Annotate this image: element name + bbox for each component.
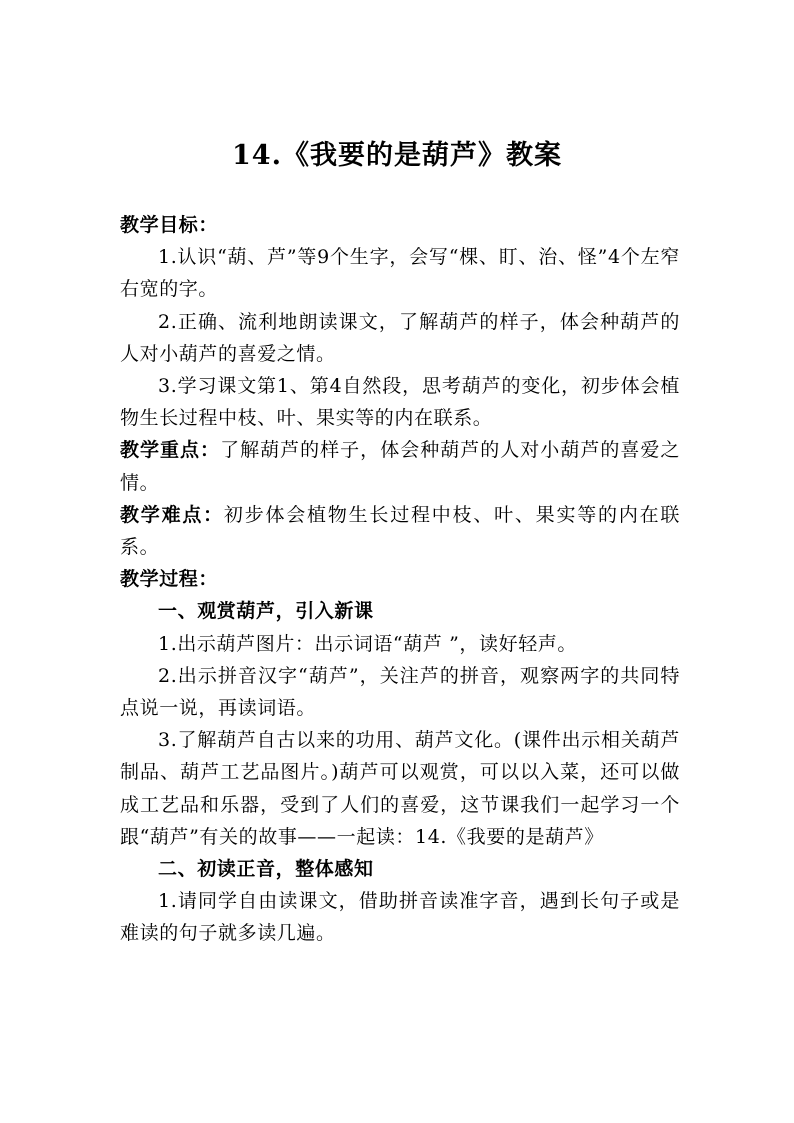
section-1-title: 一、观赏葫芦，引入新课 [158,600,374,623]
page-title: 14.《我要的是葫芦》教案 [232,140,562,171]
section-2-item-1: 1.请同学自由读课文，借助拼音读准字音，遇到长句子或是难读的句子就多读几遍。 [120,890,680,945]
difficulty-paragraph [120,499,680,563]
section-1-item-3: 3.了解葫芦自古以来的功用、葫芦文化。(课件出示相关葫芦制品、葫芦工艺品图片。)葫芦可以观赏，可以以入菜，还可以做成工艺品和乐器，受到了人们的喜爱，这节课我们一起学习一个跟“葫芦”有关的故事——一起读：14.《我要的是葫芦》 [120,729,680,848]
objective-item-3: 3.学习课文第1、第4自然段，思考葫芦的变化，初步体会植物生长过程中枝、叶、果实等的内在联系。 [120,375,680,430]
difficulty-label: 教学难点： [120,503,224,526]
process-heading: 教学过程： [120,568,219,591]
difficulty-text: 初步体会植物生长过程中枝、叶、果实等的内在联系。 [120,503,680,559]
key-point-label: 教学重点： [120,439,221,462]
section-1-item-1: 1.出示葫芦图片：出示词语“葫芦 ”，读好轻声。 [158,632,577,655]
section-1-item-2: 2.出示拼音汉字“葫芦”，关注芦的拼音，观察两字的共同特点说一说，再读词语。 [120,664,680,720]
key-point-text: 了解葫芦的样子，体会种葫芦的人对小葫芦的喜爱之情。 [120,439,680,494]
objectives-heading: 教学目标： [120,214,219,236]
section-2-title: 二、初读正音，整体感知 [158,858,374,881]
document-body [120,209,680,950]
objective-item-1: 1.认识“葫、芦”等9个生字，会写“棵、盯、治、怪”4个左窄右宽的字。 [120,246,680,301]
key-point-paragraph [120,434,680,498]
objective-item-2: 2.正确、流利地朗读课文，了解葫芦的样子，体会种葫芦的人对小葫芦的喜爱之情。 [120,310,680,365]
